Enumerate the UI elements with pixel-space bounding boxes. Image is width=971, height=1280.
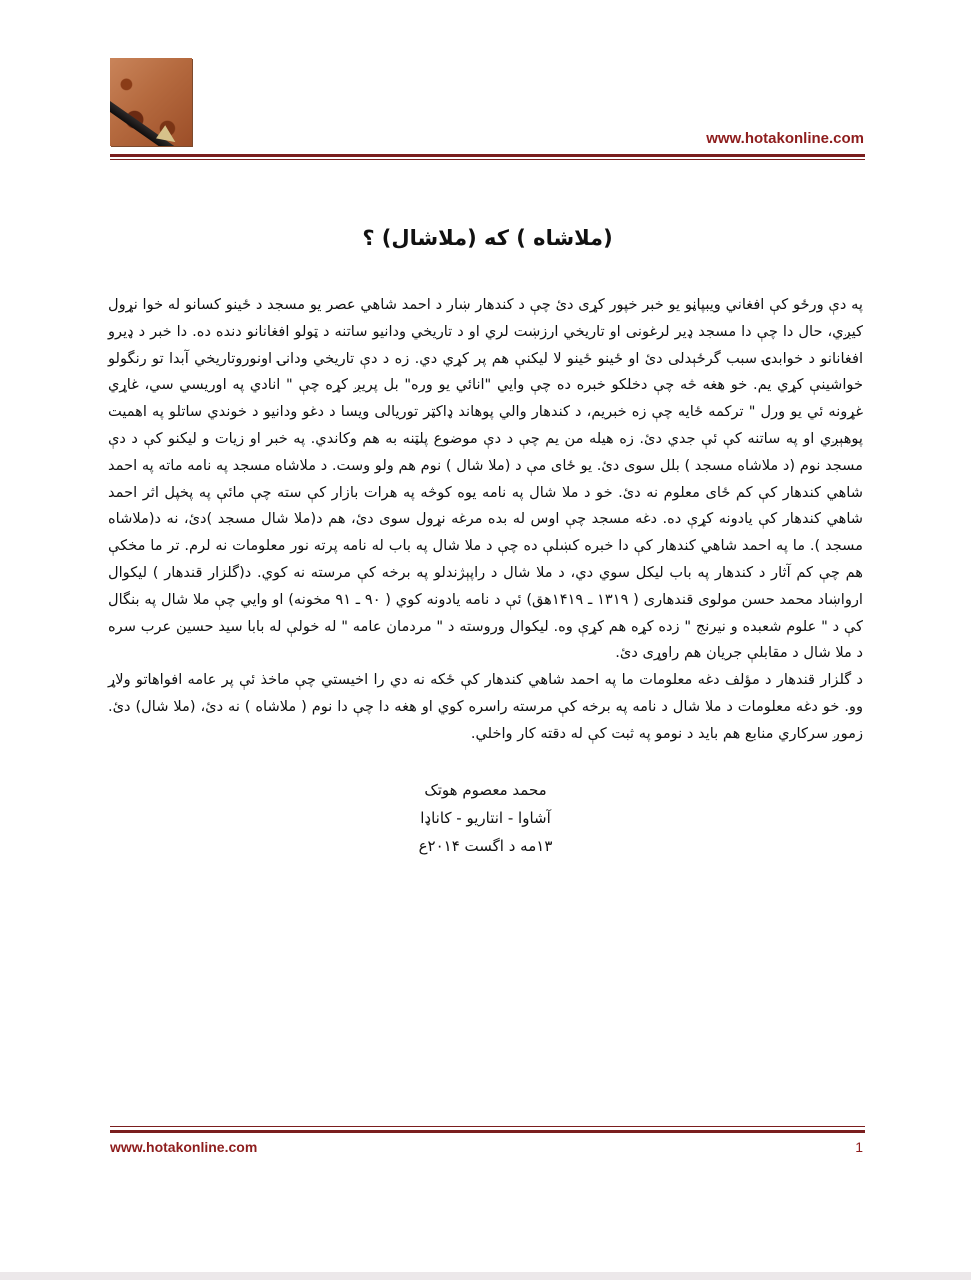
header-divider-thin <box>110 159 865 160</box>
page-bottom-edge <box>0 1272 971 1280</box>
footer-divider <box>110 1130 865 1133</box>
header-website-link[interactable]: www.hotakonline.com <box>706 130 864 147</box>
header-divider <box>110 154 865 157</box>
author-location: آشاوا - انتاريو - کاناډا <box>420 809 551 827</box>
author-signature <box>300 776 671 860</box>
body-paragraph-2: د گلزار قندهار د مؤلف دغه معلومات ما په احمد شاهي کندهار کې ځکه نه دي را اخيستي چې ماخذ ئې پر عامه افواهاتو ولاړ وو. خو دغه معلومات د ملا شال د نامه په برخه کې مرسته راسره کوي او هغه دا چې دا نوم ( ملاشاه ) نه دئ، (ملا شال) دئ. زموږ سرکاري منابع هم بايد د نومو په ثبت کې له دقته کار واخلي. <box>108 671 863 742</box>
body-paragraph-1: په دې ورځو کې افغاني ويبپاڼو يو خبر خپور کړی دئ چې د کندهار ښار د احمد شاهي عصر يو مسجد د ځينو کسانو له خوا نړول کيږي، حال دا چې دا مسجد ډير لرغونی او تاريخي ارزښت لري او د تاريخي ودانيو ساتنه د ټولو افغانانو دنده ده. دا خبر د ډيرو افغانانو د خوابدۍ سبب گرځېدلی دئ او ځينو ځينو لا ليکنې هم پر کړي دي. زه د دې تاريخي ودانۍ اونوروتاريخي آبدا تو رنگولو خواشينې کړي يم. خو هغه څه چې دخلکو خبره ده چې وايي "انائي يو وره" بل پريږ کړه چې " انادي په اوريسي سي، غاړي غړونه ئي يو ورل " ترکمه ځايه چې زه خبريم، د کندهار والي پوهاند ډاکټر توريالی ويسا د دغو ودانيو د خوندي ساتلو په اهميت پوهېږي او په ساتنه کې ئې جدي دئ. زه هيله من يم چې د دې موضوع پلټنه به هم وکاندي. په خبر او زيات و ليکنو کې د دې مسجد نوم (د ملاشاه مسجد ) بلل سوی دئ. يو ځای مې د (ملا شال ) نوم هم ولو وست. د ملاشاه مسجد په نامه ماته په احمد شاهي کندهار کې کم ځای معلوم نه دئ. خو د ملا شال په نامه يوه کوڅه په هرات بازار کې سته چې مائې په پخپل اثر احمد شاهي کندهار کې يادونه کړې ده. دغه مسجد چې اوس له بده مرغه نړول سوی دئ، هم د(ملا شال مسجد )دئ، نه د(ملاشاه مسجد ). ما په احمد شاهي کندهار کې دا خبره کښلې ده چې د ملا شال په باب له نامه پرته نور معلومات نه لرم. تر ما مخکې هم چې کم آثار د کندهار په باب ليکل سوي دي، د ملا شال د راپېژندلو په برخه کې مرسته نه کوي. د(گلزار قندهار ) ليکوال ارواښاد محمد حسن مولوی قندهاری ( ۱۳۱۹ ـ ۱۴۱۹هق) ئې د نامه يادونه کوي ( ۹۰ ـ ۹۱ مخونه) او وايي چې ملا شال په بنگال کې د " علوم شعبده و نيرنج " زده کړه هم کړې وه. ليکوال وروسته د " مردمان عامه " له خولې له بابا سيد حسين عرب سره د ملا شال د مقابلې جريان هم راوړی دئ. <box>108 296 863 662</box>
article-title: (ملاشاه ) که (ملاشال) ؟ <box>362 226 613 250</box>
page-number: 1 <box>855 1139 863 1155</box>
author-name: محمد معصوم هوتک <box>424 781 547 799</box>
footer-divider-thin <box>110 1126 865 1127</box>
article-date: ۱۳مه د اگست ۲۰۱۴ع <box>418 837 553 855</box>
article-body <box>108 292 863 748</box>
pen-logo-image <box>110 58 192 146</box>
footer-website-link[interactable]: www.hotakonline.com <box>110 1139 258 1155</box>
